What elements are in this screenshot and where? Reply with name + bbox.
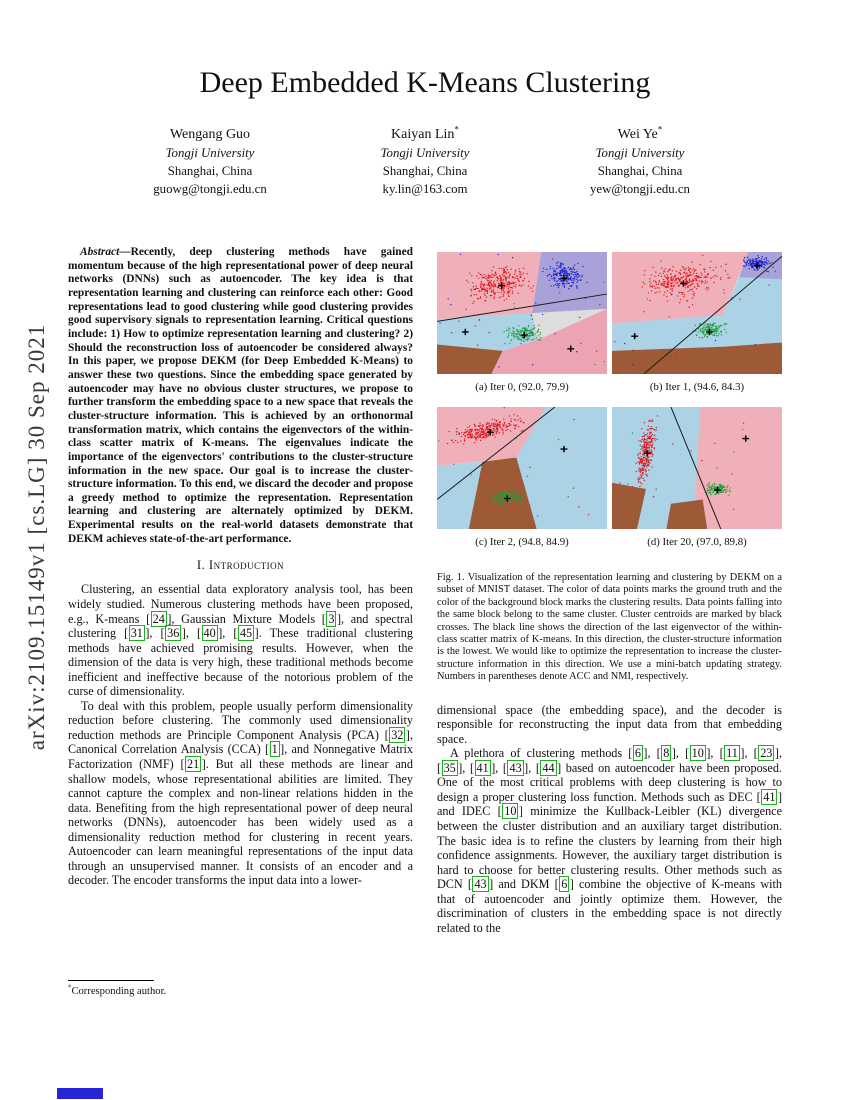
citation-link[interactable]: 11	[726, 746, 738, 761]
arxiv-stamp: arXiv:2109.15149v1 [cs.LG] 30 Sep 2021	[24, 323, 49, 751]
right-column	[437, 252, 782, 935]
citation-link[interactable]: 35	[443, 760, 456, 775]
citation-link[interactable]: 40	[203, 626, 216, 641]
figure1-panel-a	[437, 252, 607, 374]
body-paragraph-2: A plethora of clustering methods [ 6 ], [ 8 ], [ 10 ], [ 11 ], [ 23 ], [ 35 ], [ 41 ], [ 43 ], [ 44 ] based on autoencoder have been proposed. One of the most critical problems with deep clustering is how to design a proper clustering loss function. Methods such as DEC [ 41 ] and IDEC [ 10 ] minimize the Kullback-Leibler (KL) divergence between the cluster distribution and an auxiliary target distribution. The basic idea is to refine the clusters by learning from their high confidence assignments. However, the auxiliary target distribution is hard to choose for better clustering results. Other methods such as DCN [ 43 ] and DKM [ 6 ] combine the objective of K-means with that of autoencoder and jointly optimize them. However, the discrimination of clusters in the embedding space is not directly related to the	[437, 746, 783, 935]
footnote-rule	[68, 980, 154, 981]
paper-title: Deep Embedded K-Means Clustering	[199, 66, 651, 99]
figure1-panel-c	[437, 407, 607, 529]
author-block	[110, 126, 740, 198]
figure1-subcaption-a: (a) Iter 0, (92.0, 79.9)	[475, 381, 569, 393]
abstract-text: —Recently, deep clustering methods have gained momentum because of the high representational power of deep neural networks (DNNs) such as autoencoder. The key idea is that representation learning and clustering can reinforce each other: Good representations lead to good clustering while good clustering provides good supervisory signals to representation learning. Critical questions include: 1) How to optimize representation learning and clustering? 2) Should the reconstruction loss of autoencoder be considered always? In this paper, we propose DEKM (for Deep Embedded K-Means) to answer these two questions. Since the embedding space generated by autoencoder may have no obvious cluster structures, we propose to further transform the embedding space to a new space that reveals the cluster-structure information. This is achieved by an orthonormal transformation matrix, which contains the eigenvectors of the within-class scatter matrix of K-means. The eigenvalues indicate the importance of the eigenvectors' contributions to the cluster-structure information in the new space. Our goal is to increase the cluster-structure information. To this end, we discard the decoder and propose a greedy method to optimize the representation. Representation learning and clustering are alternately optimized by DEKM. Experimental results on the real-world datasets demonstrate that DEKM achieves state-of-the-art performance.	[68, 246, 413, 545]
citation-link[interactable]: 45	[239, 626, 253, 641]
author-name	[325, 126, 525, 144]
body-paragraph-continuation: dimensional space (the embedding space), and the decoder is responsible for reconstructing the input data from that embedding space.	[437, 702, 782, 746]
citation-link[interactable]: 36	[167, 626, 180, 641]
author-affiliation: Tongji University	[380, 146, 470, 160]
footnote-corresponding-author	[68, 980, 413, 997]
author-sup: *	[454, 124, 459, 135]
citation-link[interactable]: 10	[691, 746, 704, 761]
left-column	[68, 246, 413, 974]
footnote-text: Corresponding author.	[71, 986, 167, 997]
figure1-panel-b	[612, 252, 782, 374]
citation-link[interactable]: 6	[634, 746, 641, 761]
author-name-text: Kaiyan Lin	[391, 127, 455, 142]
figure1-subcaption-d: (d) Iter 20, (97.0, 89.8)	[647, 536, 747, 548]
author-city: Shanghai, China	[382, 164, 468, 178]
figure1-cell-a	[437, 252, 607, 407]
citation-link[interactable]: 23	[760, 746, 773, 761]
citation-link[interactable]: 21	[187, 757, 200, 771]
author-email[interactable]: yew@tongji.edu.cn	[590, 182, 690, 196]
abstract-paragraph	[68, 246, 413, 546]
citation-link[interactable]: 41	[476, 760, 489, 775]
citation-link[interactable]: 24	[152, 611, 165, 626]
citation-link[interactable]: 32	[391, 727, 404, 742]
citation-link[interactable]: 3	[328, 611, 335, 626]
citation-link[interactable]: 6	[561, 877, 568, 892]
author-name-text: Wengang Guo	[169, 127, 251, 142]
figure1-subcaption-b: (b) Iter 1, (94.6, 84.3)	[649, 381, 745, 393]
figure1-subcaption-c: (c) Iter 2, (94.8, 84.9)	[475, 536, 569, 548]
author-city: Shanghai, China	[597, 164, 683, 178]
author-email[interactable]: ky.lin@163.com	[382, 182, 468, 196]
author-1	[110, 126, 310, 198]
author-city: Shanghai, China	[167, 164, 253, 178]
figure1-caption: Fig. 1. Visualization of the representation learning and clustering by DEKM on a subset of MNIST dataset. The color of data points marks the ground truth and the color of the background block marks the clustering results. Data points falling into the same block belong to the same cluster. Cluster centroids are marked by black crosses. The black line shows the direction of the last eigenvector of the within-class scatter matrix of K-means. In this direction, the cluster-structure information is the lowest. We would like to optimize the representation to increase the cluster-structure information in this direction. We use a mini-batch updating strategy. Numbers in parentheses denote ACC and NMI, respectively.	[437, 572, 782, 683]
figure1-cell-c	[437, 407, 607, 562]
author-name-text: Wei Ye	[617, 127, 658, 142]
author-affiliation: Tongji University	[595, 146, 685, 160]
figure1	[437, 252, 782, 562]
link-annotation-artifact	[57, 1088, 103, 1099]
author-affiliation: Tongji University	[165, 146, 255, 160]
citation-link[interactable]: 8	[663, 746, 670, 761]
citation-link[interactable]: 10	[504, 804, 517, 819]
intro-paragraph-1: Clustering, an essential data exploratory analysis tool, has been widely studied. Numerous clustering methods have been proposed, e.g., K-means [ 24 ], Gaussian Mixture Models [ 3 ], and spectral clustering [ 31 ], [ 36 ], [ 40 ], [ 45 ]. These traditional clustering methods have achieved promising results. However, when the dimension of the data is very high, these traditional methods become inefficient and ineffective because of the notorious problem of the curse of dimensionality.	[68, 582, 413, 699]
figure1-cell-b	[612, 252, 782, 407]
right-column-text	[437, 703, 782, 936]
citation-link[interactable]: 31	[130, 626, 143, 641]
author-name	[110, 126, 310, 144]
author-email[interactable]: guowg@tongji.edu.cn	[153, 182, 267, 196]
author-name	[540, 126, 740, 144]
citation-link[interactable]: 1	[271, 742, 278, 757]
intro-paragraph-2: To deal with this problem, people usually perform dimensionality reduction before clustering. The commonly used dimensionality reduction methods are Principle Component Analysis (PCA) [ 32 ], Canonical Correlation Analysis (CCA) [ 1 ], and Nonnegative Matrix Factorization (NMF) [ 21 ]. But all these methods are linear and shallow models, whose representational abilities are limited. They cannot capture the complex and non-linear relations hidden in the data. Benefiting from the high representational power of deep neural networks (DNNs), autoencoder has been widely used as a dimensionality reduction method for clustering in recent years. Autoencoder can learn meaningful representations of the input data through an unsupervised manner. It consists of an encoder and a decoder. The encoder transforms the input data into a lower-	[68, 698, 413, 888]
citation-link[interactable]: 44	[542, 760, 555, 775]
author-3	[540, 126, 740, 198]
author-sup: *	[657, 124, 663, 135]
section-heading-introduction: I. Introduction	[196, 558, 285, 573]
citation-link[interactable]: 43	[474, 877, 487, 892]
abstract-lead: Abstract	[80, 246, 120, 258]
figure1-panel-d	[612, 407, 782, 529]
figure1-cell-d	[612, 407, 782, 562]
author-2	[325, 126, 525, 198]
citation-link[interactable]: 41	[763, 789, 776, 804]
citation-link[interactable]: 43	[509, 760, 522, 775]
footnote-marker: *	[68, 984, 72, 992]
